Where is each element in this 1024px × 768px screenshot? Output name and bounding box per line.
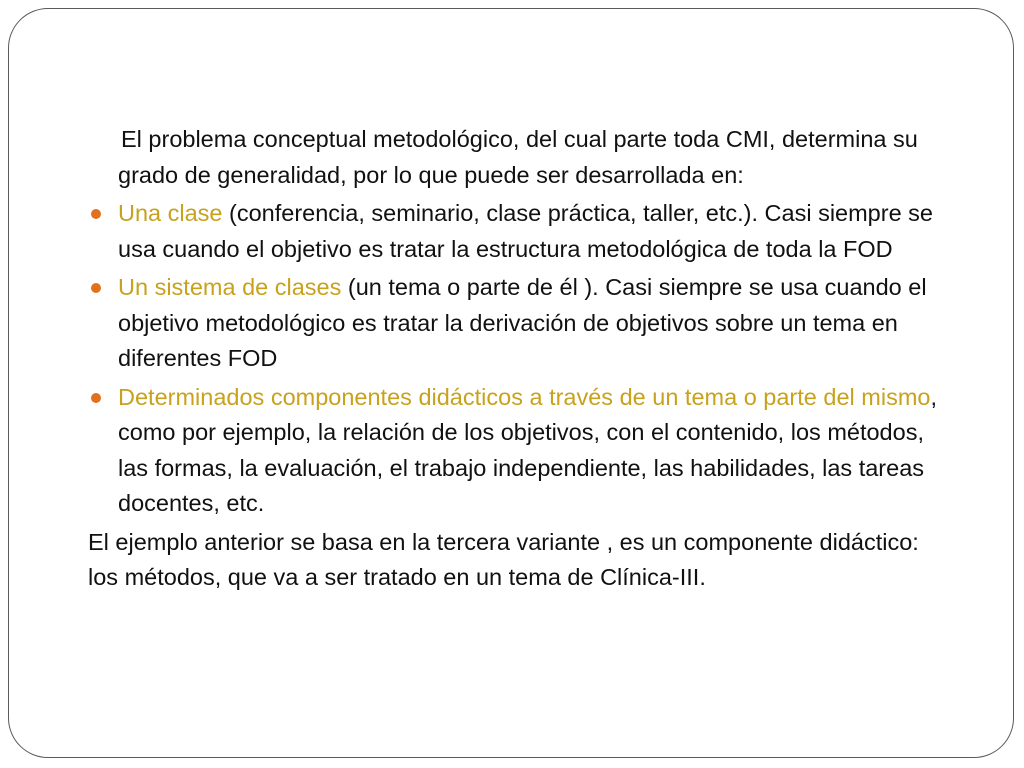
bullet-dot-icon xyxy=(91,393,101,403)
list-item-sistema-de-clases xyxy=(88,270,938,377)
highlight-componentes-didacticos: Determinados componentes didácticos a través de un tema o parte del mismo xyxy=(118,383,931,410)
body-sistema-de-clases: (un tema o parte de él ). Casi siempre se usa cuando el objetivo metodológico es tratar la derivación de objetivos sobre un tema en diferentes FOD xyxy=(118,274,927,371)
bullet-dot-icon xyxy=(91,283,101,293)
list-item-una-clase xyxy=(88,196,938,267)
slide-content xyxy=(88,122,938,596)
variant-list xyxy=(88,196,938,522)
highlight-una-clase: Una clase xyxy=(118,200,223,226)
list-item-componentes-didacticos xyxy=(88,380,938,522)
closing-paragraph: El ejemplo anterior se basa en la tercera variante , es un componente didáctico: los métodos, que va a ser tratado en un tema de Clínica-III. xyxy=(88,528,919,590)
body-componentes-didacticos: , como por ejemplo, la relación de los objetivos, con el contenido, los métodos, las formas, la evaluación, el trabajo independiente, las habilidades, las tareas docentes, etc. xyxy=(118,383,938,516)
highlight-sistema-de-clases: Un sistema de clases xyxy=(118,274,342,300)
intro-paragraph: El problema conceptual metodológico, del cual parte toda CMI, determina su grado de generalidad, por lo que puede ser desarrollada en: xyxy=(118,126,918,188)
bullet-dot-icon xyxy=(91,209,101,219)
body-una-clase: (conferencia, seminario, clase práctica, taller, etc.). Casi siempre se usa cuando el objetivo es tratar la estructura metodológica de toda la FOD xyxy=(118,200,933,262)
